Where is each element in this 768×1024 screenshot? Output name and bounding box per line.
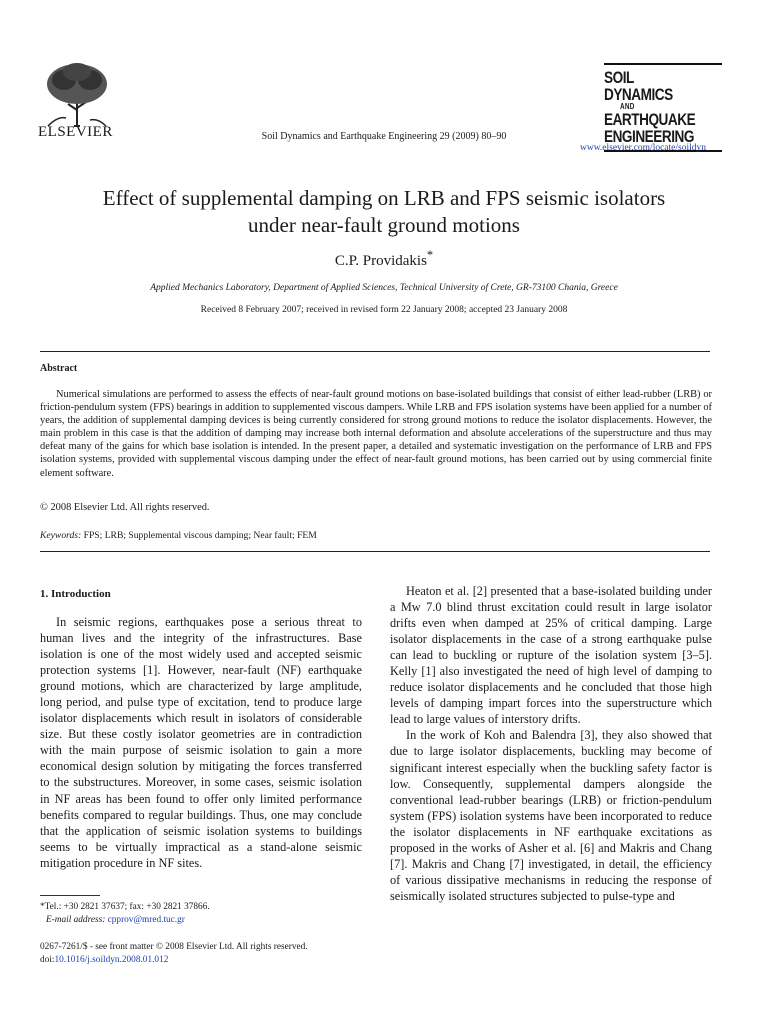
keywords bbox=[40, 530, 317, 541]
author-footnote-mark[interactable]: * bbox=[426, 248, 434, 262]
title-line: Effect of supplemental damping on LRB and FPS seismic isolators bbox=[102, 186, 666, 210]
doi-line bbox=[40, 954, 308, 967]
paragraph: In the work of Koh and Balendra [3], they also showed that due to large isolator displacements, buckling may become of significant interest especially when the buckling safety factor is low. Consequently, supplemental dampers alongside the conventional lead-rubber bearings (LRB) or friction-pendulum system (FPS) isolation systems have been incorporated to reduce the isolator displacements in NF earthquake excitations as proposed in the works of Asher et al. [6] and Makris and Chang [7]. Makris and Chang [7] investigated, in detail, the efficiency of various dissipative mechanisms in reducing the response of seismically isolated structures subjected to pulse-type and bbox=[390, 728, 712, 903]
left-column bbox=[40, 614, 362, 871]
footnote-contact: *Tel.: +30 2821 37637; fax: +30 2821 37866. bbox=[40, 902, 210, 912]
journal-title-line: ENGINEERING bbox=[604, 127, 694, 146]
publisher-name: ELSEVIER bbox=[38, 124, 113, 140]
section-heading-introduction: 1. Introduction bbox=[40, 588, 111, 600]
elsevier-tree-logo bbox=[38, 60, 116, 128]
journal-reference: Soil Dynamics and Earthquake Engineering 29 (2009) 80–90 bbox=[261, 131, 507, 142]
article-dates: Received 8 February 2007; received in revised form 22 January 2008; accepted 23 January 2008 bbox=[200, 305, 568, 315]
issn-line: 0267-7261/$ - see front matter © 2008 Elsevier Ltd. All rights reserved. bbox=[40, 942, 308, 952]
email-link[interactable]: cpprov@mred.tuc.gr bbox=[107, 914, 185, 925]
footnote-email-line bbox=[40, 914, 210, 927]
page-footer bbox=[40, 941, 308, 966]
footnote bbox=[40, 901, 210, 926]
right-column bbox=[390, 583, 712, 904]
footnote-divider bbox=[40, 895, 100, 896]
author-name: C.P. Providakis bbox=[334, 253, 427, 269]
journal-url-link[interactable]: www.elsevier.com/locate/soildyn bbox=[579, 143, 706, 153]
keywords-label: Keywords: bbox=[40, 530, 82, 541]
email-label: E-mail address: bbox=[46, 914, 106, 925]
abstract-copyright: © 2008 Elsevier Ltd. All rights reserved. bbox=[40, 502, 210, 513]
author bbox=[0, 248, 768, 270]
journal-title-line: AND bbox=[620, 102, 635, 111]
keywords-list: FPS; LRB; Supplemental viscous damping; Near fault; FEM bbox=[83, 530, 317, 541]
title-line: under near-fault ground motions bbox=[248, 213, 520, 237]
affiliation: Applied Mechanics Laboratory, Department of Applied Sciences, Technical University of Crete, GR-73100 Chania, Greece bbox=[150, 283, 618, 293]
abstract-text: Numerical simulations are performed to assess the effects of near-fault ground motions on base-isolated buildings that consist of either lead-rubber (LRB) or friction-pendulum system (FPS) bearings in addition to supplemented viscous dampers. While LRB and FPS isolation systems have been applied for a number of years, the addition of supplemental damping devices is being currently considered for strong ground motions to reduce the isolator displacements. However, the main problem in this case is that the addition of damping may increase both internal deformation and absolute accelerations of the superstructure and thus may defeat many of the gains for which base isolation is intended. In the present paper, a detailed and systematic investigation on the performance of LRB and FPS isolation systems, provided with supplemental viscous damping under the effect of near-fault ground motions, has been carried out by using commercial finite element software. bbox=[40, 389, 712, 479]
doi-label: doi: bbox=[40, 954, 55, 965]
journal-title-line: SOIL DYNAMICS bbox=[604, 68, 673, 104]
journal-title-block bbox=[604, 63, 722, 152]
paragraph: Heaton et al. [2] presented that a base-isolated building under a Mw 7.0 blind thrust excitation could result in large isolator drifts even when damped at 25% of critical damping. Large isolator displacements in the case of a strong earthquake pulse can lead to buckling or rupture of the isolation system [3–5]. Kelly [1] also investigated the need of high level of damping to reduce isolator displacements and he concluded that those high levels of damping impart forces into the superstructure which lead to large values of interstory drifts. bbox=[390, 584, 712, 727]
article-title bbox=[40, 185, 728, 239]
doi-link[interactable]: 10.1016/j.soildyn.2008.01.012 bbox=[54, 954, 169, 965]
abstract-heading: Abstract bbox=[40, 363, 78, 374]
journal-title-line: EARTHQUAKE bbox=[604, 110, 696, 129]
divider bbox=[40, 551, 710, 552]
divider bbox=[40, 351, 710, 352]
paragraph: In seismic regions, earthquakes pose a serious threat to human lives and the integrity of the infrastructures. Base isolation is one of the most widely used and accepted seismic protection systems [1]. However, near-fault (NF) earthquake ground motions, which are characterized by large amplitude, long period, and pulse type of excitation, tend to produce large isolator displacements which result in isolators of considerable size. But these costly isolator geometries are in contradiction with the main purpose of seismic isolation to gain a more economical design solution by mitigating the forces transferred to the substructures. Moreover, in some cases, seismic isolation in NF areas has been found to offer only limited performance benefits compared to regular buildings. Thus, one may conclude that the application of seismic isolation systems to buildings seems to be virtually impractical as a stand-alone seismic mitigation procedure in NF sites. bbox=[40, 615, 362, 870]
